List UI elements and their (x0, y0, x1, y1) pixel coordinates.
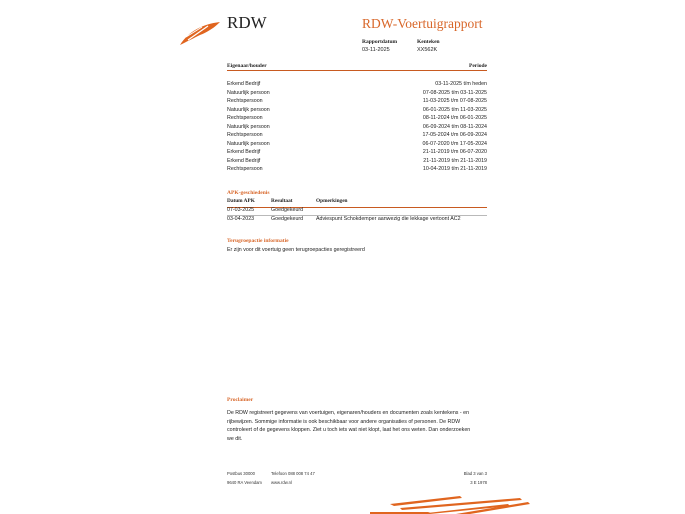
apk-result: Goedgekeurd (271, 215, 304, 222)
table-row (227, 216, 487, 224)
apk-date: 03-04-2023 (227, 215, 255, 222)
owner-period: 17-05-2024 t/m 06-09-2024 (422, 132, 487, 138)
footer-document-code: 3 E 1978 (470, 480, 487, 485)
footer-website-link[interactable]: www.rdw.nl (271, 480, 292, 485)
owner-period: 06-01-2025 t/m 11-03-2025 (422, 106, 487, 113)
plate-label: Kenteken (417, 39, 440, 45)
owner-type: Natuurlijk persoon (227, 89, 270, 96)
owner-period: 08-11-2024 t/m 06-01-2025 (422, 115, 487, 121)
apk-date-header: Datum APK (227, 198, 255, 204)
owner-period: 06-07-2020 t/m 17-05-2024 (422, 140, 487, 147)
owner-type: Rechtspersoon (227, 132, 263, 138)
apk-remarks-header: Opmerkingen (316, 198, 348, 204)
recall-text: Er zijn voor dit voertuig geen terugroepacties geregistreerd (227, 247, 365, 253)
apk-section-title: APK-geschiedenis (227, 190, 270, 196)
owner-type: Rechtspersoon (227, 115, 263, 121)
table-row (227, 98, 487, 107)
apk-result: Goedgekeurd (271, 207, 304, 213)
disclaimer-line: De RDW registreert gegevens van voertuigen, eigenaren/houders en documenten zoals kentekens - en (227, 410, 470, 416)
disclaimer-line: we dit. (227, 435, 243, 442)
table-row (227, 132, 487, 141)
plate-value: XX562K (417, 47, 438, 53)
owner-period: 06-09-2024 t/m 08-11-2024 (422, 123, 487, 130)
owner-column-header: Eigenaar/houder (227, 63, 267, 69)
footer-phone: Telefoon 088 008 74 47 (271, 471, 315, 476)
rdw-logo-icon (178, 20, 222, 46)
table-row (227, 166, 487, 175)
report-date-label: Rapportdatum (362, 39, 398, 45)
apk-remarks: Advies​punt Schokdemper aanwezig die lekkage vertoont AC2 (316, 215, 461, 222)
brand-name: RDW (227, 13, 267, 32)
footer-address: 9640 RA Veendam (227, 480, 262, 485)
owner-type: Rechtspersoon (227, 166, 263, 172)
disclaimer-text (227, 409, 485, 443)
period-column-header: Periode (468, 63, 487, 69)
disclaimer-line: rijbewijzen. Sommige informatie is ook beschikbaar voor andere organisaties of personen. De RDW (227, 418, 461, 425)
owner-type: Erkend Bedrijf (227, 81, 261, 87)
recall-section-title: Terugroepactie informatie (227, 238, 289, 244)
owner-period: 21-11-2019 t/m 21-11-2019 (423, 157, 487, 164)
owner-type: Natuurlijk persoon (227, 123, 270, 130)
footer-stripes-icon (370, 496, 530, 514)
footer-postbus: Postbus 30000 (227, 471, 255, 476)
table-row (227, 141, 487, 150)
owner-type: Erkend Bedrijf (227, 157, 261, 164)
owner-period: 10-04-2019 t/m 21-11-2019 (422, 166, 487, 172)
disclaimer-line: controleert of de gegevens kloppen. Ziet u toch iets wat niet klopt, laat het ons weten. Dan onderzoeken (227, 427, 471, 434)
table-row (227, 115, 487, 124)
apk-result-header: Resultaat (271, 198, 293, 204)
owner-type: Erkend Bedrijf (227, 149, 261, 155)
owner-period: 03-11-2025 t/m heden (435, 81, 487, 87)
disclaimer-title: Proclaimer (227, 397, 254, 403)
apk-date: 07-03-2025 (227, 207, 255, 213)
footer-page-number: Blad 3 van 3 (463, 471, 487, 476)
report-date-value: 03-11-2025 (362, 47, 390, 53)
table-row (227, 107, 487, 116)
owner-type: Natuurlijk persoon (227, 106, 270, 113)
table-row (227, 149, 487, 158)
owner-period: 11-03-2025 t/m 07-08-2025 (422, 98, 487, 104)
owner-type: Natuurlijk persoon (227, 140, 270, 147)
owner-period: 21-11-2019 t/m 06-07-2020 (422, 149, 487, 155)
table-row (227, 81, 487, 90)
owner-period: 07-08-2025 t/m 03-11-2025 (422, 89, 487, 96)
table-row (227, 158, 487, 167)
table-row (227, 124, 487, 133)
page-title: RDW-Voertuigrapport (362, 16, 483, 31)
owner-type: Rechtspersoon (227, 98, 263, 104)
table-row (227, 90, 487, 99)
owner-table-header (227, 63, 487, 71)
